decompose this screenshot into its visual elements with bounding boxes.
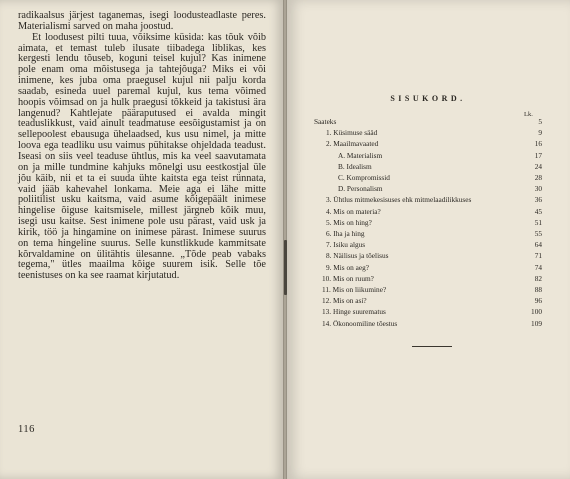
- paragraph: Et loodusest pilti tuua, võiksime küsida: kas tõuk võib aimata, et temast tuleb ilusate tiibadega liblikas, kes kergesti lendu tõuseb, koguni teisel kujul? Kas inimene pole enam oma mõistusega ja tahtejõuga? Miks ei või inimene, kes juba oma praegusel kujul nii palju korda saadab, esineda uuel paremal kujul, kus tema võimed hoopis võimsad on ja hulk praegusi tõkkeid ja takistusi ära langenud? Kahtlejate pääraputused ei avalda mingit teaduslikkust, vaid ainult teadmatuse eesõigustamist ja on sellepoolest ebausuga ühelaadsed, kus usu nimel, ja mitte loova ega teadliku usu vaimus pühitakse ohjeldada teadust. Iseasi on siis veel teaduse ühtlus, mis ka veel saavutamata on ja mille tundmine kahjuks mõnelgi usu eestkostjal üle jõu käib, nii et ta ei suuda ühte kaitsta ega teist rünnata, vaid jääb kahevahel lonkama. Meie aga ei lähe mitte poliitilist usku kaitsma, vaid asume kõigepäält inimese hingelise õiguse kaitsmisele, millest järgneb kõik muu, isegi usu kaitse. Sest inimene pole usu pärast, vaid usk ja kirik, töö ja hingamine on inimese pärast. Inimese suurus on tema hingeline suurus. Selle kunstlikkude kammitsate kõrvaldamine on ülitähtis ülesanne. „Tõde peab vabaks tegema," ütles maailma kõige suurem isik. Selle tõe teenistuses on ka see raamat kirjutatud.: [18, 31, 266, 282]
- toc-entry-page: 9: [538, 128, 542, 138]
- toc-entry: [0, 307, 570, 317]
- toc-entry-page: 24: [534, 161, 542, 171]
- toc-entry-label: 7. Isiku algus: [326, 240, 366, 250]
- toc-entry: [0, 117, 570, 127]
- toc-entry-page: 16: [534, 139, 542, 149]
- toc-entry: [0, 128, 570, 138]
- toc-entry-page: 28: [534, 173, 542, 182]
- toc-entry-label: 11. Mis on liikumine?: [322, 285, 387, 294]
- toc-entry: [0, 251, 570, 261]
- toc-entry-label: B. Idealism: [338, 161, 372, 171]
- toc-entry-label: 6. Iha ja hing: [326, 229, 365, 238]
- toc-entry-label: 2. Maailmavaated: [326, 139, 379, 149]
- toc-entry-label: 5. Mis on hing?: [326, 217, 372, 227]
- toc-entry-page: 5: [538, 117, 542, 126]
- toc-entry-page: 82: [534, 273, 542, 283]
- toc-entry: [0, 229, 570, 239]
- toc-entry-label: 3. Ühtlus mitmekesisuses ehk mitmelaadilikkuses: [326, 195, 472, 205]
- toc-entry-page: 30: [534, 184, 542, 194]
- toc-entry-page: 109: [531, 318, 542, 328]
- toc-entry-page: 71: [534, 251, 542, 261]
- toc-title: SISUKORD.: [390, 94, 466, 103]
- toc-entry-label: 14. Ökonoomiline tõestus: [322, 318, 398, 328]
- toc-entry-page: 45: [534, 206, 542, 216]
- toc-entry: [0, 139, 570, 149]
- toc-entry-page: 36: [534, 195, 542, 205]
- paragraph: radikaalsus järjest taganemas, isegi loodusteadlaste peres. Materialismi sarved on maha joostud.: [18, 10, 266, 32]
- toc-entry-page: 74: [534, 262, 542, 272]
- toc-entry: [0, 207, 570, 217]
- toc-entry-label: C. Kompromissid: [338, 173, 390, 182]
- toc-page-column-label: Lk.: [524, 111, 533, 118]
- toc-entry: [0, 274, 570, 284]
- toc-entry-page: 100: [531, 307, 542, 317]
- toc-entry-label: 10. Mis on ruum?: [322, 273, 374, 283]
- toc-entry: [0, 218, 570, 228]
- toc-entry-page: 55: [534, 229, 542, 238]
- toc-entry: [0, 151, 570, 161]
- toc-entry: [0, 263, 570, 273]
- toc-entry-label: Saateks: [314, 117, 337, 126]
- toc-entry-label: 13. Hinge suurematus: [322, 307, 386, 317]
- toc-entry: [0, 296, 570, 306]
- toc-entry: [0, 195, 570, 205]
- page-number: 116: [18, 424, 35, 435]
- toc-entry: [0, 173, 570, 183]
- toc-entry-page: 96: [534, 296, 542, 306]
- toc-entry-page: 51: [534, 217, 542, 227]
- divider-rule: [412, 346, 452, 347]
- toc-entry: [0, 184, 570, 194]
- toc-entry-label: A. Materialism: [338, 150, 383, 160]
- toc-entry-page: 64: [534, 240, 542, 250]
- toc-entry-label: 1. Küsimuse sääd: [326, 128, 378, 138]
- toc-entry: [0, 285, 570, 295]
- toc-entry: [0, 162, 570, 172]
- toc-entry-page: 17: [534, 150, 542, 160]
- toc-entry-label: 9. Mis on aeg?: [326, 262, 369, 272]
- toc-entry-label: 4. Mis on materia?: [326, 206, 381, 216]
- toc-entry-label: D. Personalism: [338, 184, 383, 194]
- toc-entry-page: 88: [534, 285, 542, 294]
- toc-entry: [0, 240, 570, 250]
- toc-entry-label: 12. Mis on asi?: [322, 296, 367, 306]
- toc-entry: [0, 319, 570, 329]
- toc-entry-label: 8. Näilisus ja tõelisus: [326, 251, 389, 261]
